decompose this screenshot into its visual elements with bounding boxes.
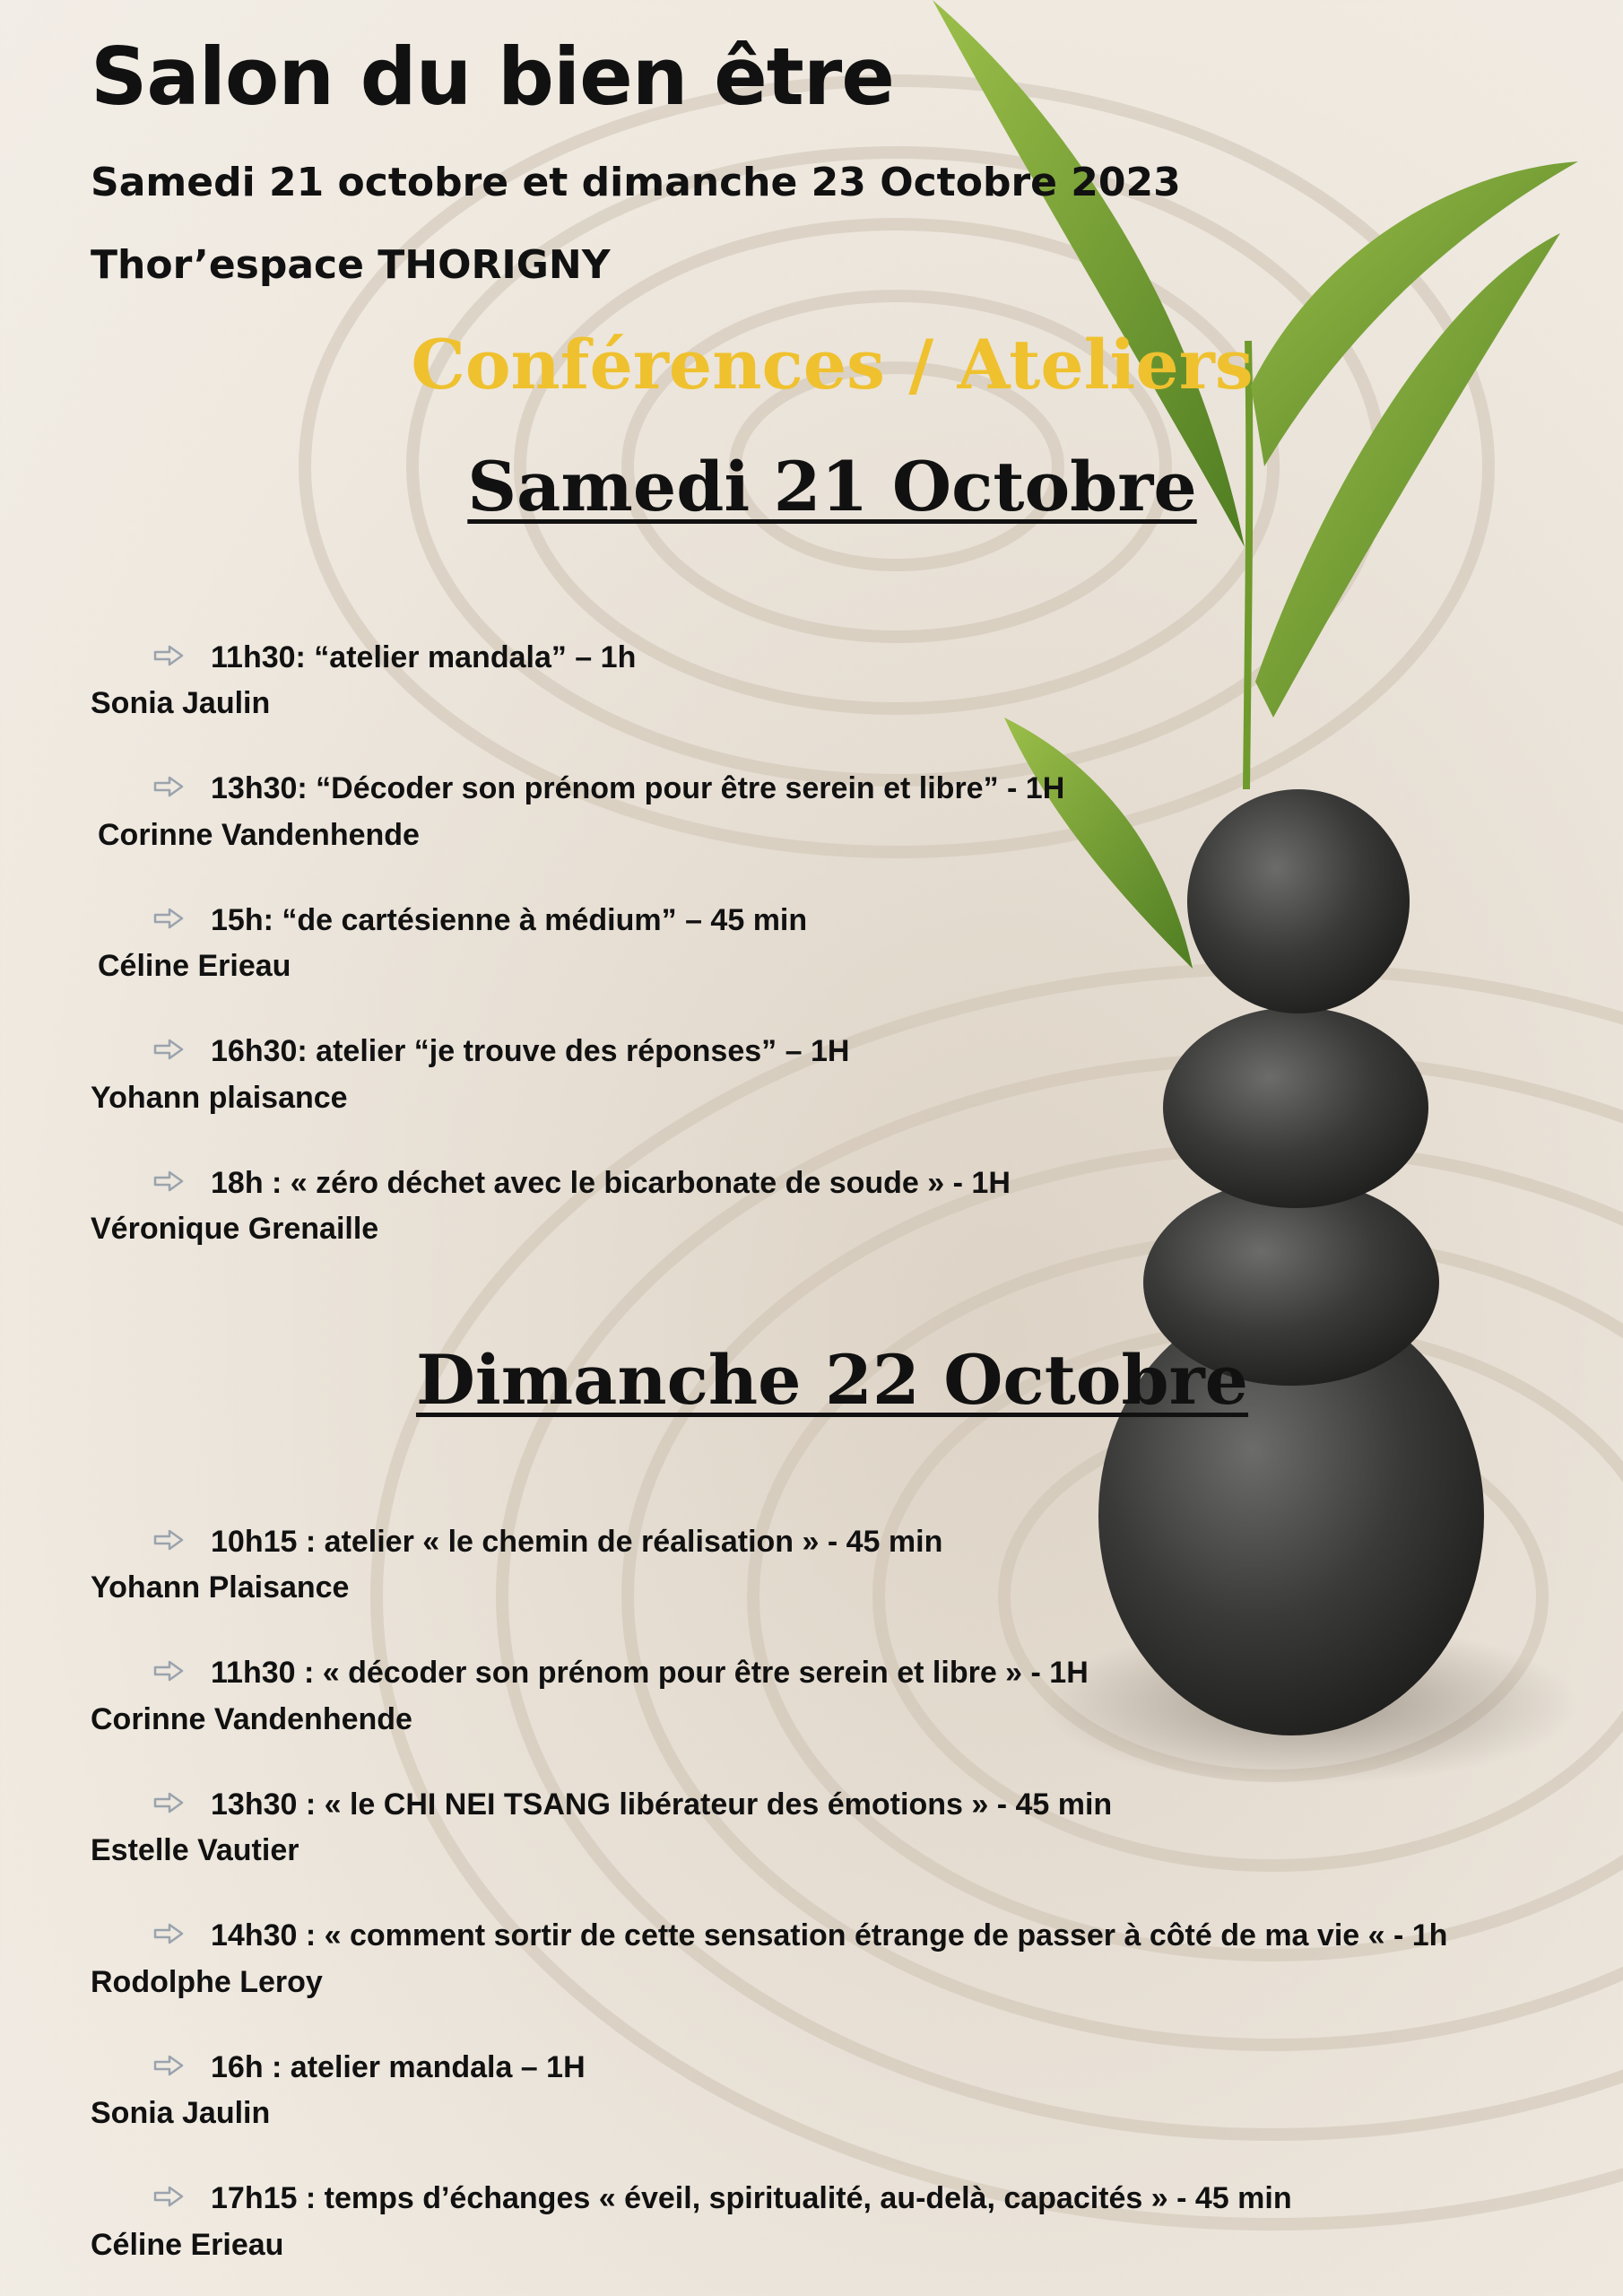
schedule-item: [91, 769, 1525, 855]
schedule-item: [91, 1031, 1525, 1118]
schedule-item: [91, 900, 1525, 986]
event-speaker: Sonia Jaulin: [91, 2096, 271, 2130]
arrow-right-outline-icon: [153, 2055, 211, 2081]
event-item-title: 16h30: atelier “je trouve des réponses” – 1H: [211, 1034, 850, 1068]
event-speaker: Céline Erieau: [98, 949, 291, 983]
event-line: [91, 1784, 1525, 1825]
event-line: [91, 637, 1525, 678]
event-item-title: 13h30 : « le CHI NEI TSANG libérateur des émotions » - 45 min: [211, 1787, 1113, 1822]
arrow-right-outline-icon: [153, 1923, 211, 1949]
event-dates: Samedi 21 octobre et dimanche 23 Octobre 2023: [91, 160, 1181, 205]
event-title: Salon du bien être: [91, 30, 894, 123]
arrow-right-outline-icon: [153, 1170, 211, 1196]
event-speaker: Estelle Vautier: [91, 1833, 299, 1867]
schedule-item: [91, 1784, 1525, 1870]
event-item-title: 17h15 : temps d’échanges « éveil, spiritualité, au-delà, capacités » - 45 min: [211, 2181, 1292, 2215]
event-item-title: 11h30 : « décoder son prénom pour être serein et libre » - 1H: [211, 1656, 1089, 1690]
event-line: [91, 1521, 1525, 1562]
event-line: [91, 769, 1525, 810]
schedule-item: [91, 1521, 1525, 1607]
event-item-title: 16h : atelier mandala – 1H: [211, 2049, 586, 2084]
event-item-title: 13h30: “Décoder son prénom pour être serein et libre” - 1H: [211, 771, 1065, 805]
schedule-item: [91, 2047, 1525, 2133]
arrow-right-outline-icon: [153, 908, 211, 934]
event-speaker: Yohann plaisance: [91, 1080, 348, 1115]
arrow-right-outline-icon: [153, 1792, 211, 1818]
day-heading-sunday: Dimanche 22 Octobre: [415, 1340, 1249, 1420]
schedule-item: [91, 1653, 1525, 1739]
section-heading: Conférences / Ateliers: [411, 325, 1254, 404]
arrow-right-outline-icon: [153, 1039, 211, 1065]
event-item-title: 18h : « zéro déchet avec le bicarbonate de soude » - 1H: [211, 1165, 1011, 1200]
schedule-item: [91, 1162, 1525, 1248]
schedule-item: [91, 1916, 1525, 2002]
event-item-title: 11h30: “atelier mandala” – 1h: [211, 639, 637, 674]
arrow-right-outline-icon: [153, 776, 211, 802]
event-speaker: Corinne Vandenhende: [98, 817, 420, 852]
event-speaker: Sonia Jaulin: [91, 686, 271, 720]
event-venue: Thor’espace THORIGNY: [91, 242, 611, 288]
arrow-right-outline-icon: [153, 645, 211, 671]
schedule-item: [91, 637, 1525, 723]
event-speaker: Véronique Grenaille: [91, 1212, 379, 1246]
event-item-title: 10h15 : atelier « le chemin de réalisation » - 45 min: [211, 1524, 943, 1559]
schedule-item: [91, 2179, 1525, 2265]
event-line: [91, 1653, 1525, 1694]
event-speaker: Rodolphe Leroy: [91, 1964, 323, 1999]
arrow-right-outline-icon: [153, 2186, 211, 2212]
event-line: [91, 2179, 1525, 2220]
event-line: [91, 2047, 1525, 2088]
event-line: [91, 1916, 1525, 1957]
event-speaker: Yohann Plaisance: [91, 1570, 350, 1605]
event-line: [91, 1162, 1525, 1204]
event-item-title: 14h30 : « comment sortir de cette sensation étrange de passer à côté de ma vie « - 1h: [211, 1918, 1448, 1952]
day-heading-saturday: Samedi 21 Octobre: [467, 447, 1197, 526]
arrow-right-outline-icon: [153, 1660, 211, 1686]
event-speaker: Céline Erieau: [91, 2227, 284, 2262]
arrow-right-outline-icon: [153, 1529, 211, 1555]
event-item-title: 15h: “de cartésienne à médium” – 45 min: [211, 902, 808, 937]
event-line: [91, 1031, 1525, 1073]
event-speaker: Corinne Vandenhende: [91, 1701, 412, 1736]
event-line: [91, 900, 1525, 941]
